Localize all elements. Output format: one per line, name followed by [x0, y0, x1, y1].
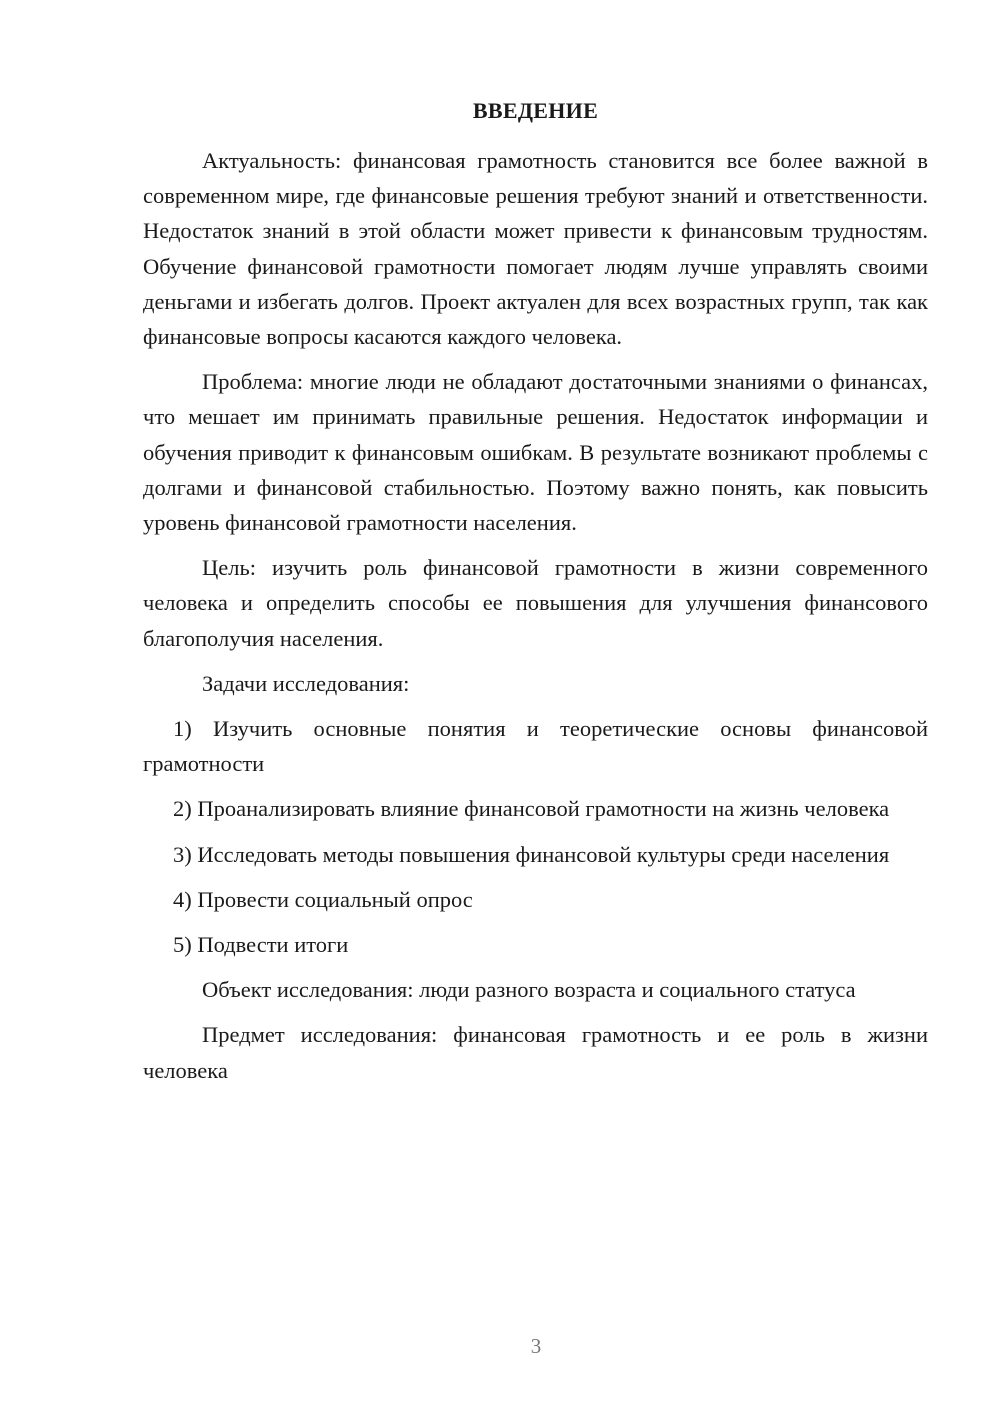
document-body — [143, 143, 928, 1088]
relevance-paragraph: Актуальность: финансовая грамотность становится все более важной в современном мире, где финансовые решения требуют знаний и ответственности. Недостаток знаний в этой области может привести к финансовым трудностям. Обучение финансовой грамотности помогает людям лучше управлять своими деньгами и избегать долгов. Проект актуален для всех возрастных групп, так как финансовые вопросы касаются каждого человека. — [143, 148, 928, 350]
task-item-5: 5) Подвести итоги — [173, 932, 349, 958]
tasks-heading: Задачи исследования: — [202, 670, 410, 696]
task-item-3: 3) Исследовать методы повышения финансовой культуры среди населения — [173, 841, 890, 867]
task-item-4: 4) Провести социальный опрос — [173, 886, 473, 912]
task-item-1: 1) Изучить основные понятия и теоретические основы финансовой грамотности — [143, 716, 928, 777]
subject-paragraph: Предмет исследования: финансовая грамотность и ее роль в жизни человека — [143, 1022, 928, 1083]
section-heading: ВВЕДЕНИЕ — [472, 98, 599, 123]
page-number: 3 — [530, 1334, 542, 1358]
object-paragraph: Объект исследования: люди разного возраста и социального статуса — [202, 977, 856, 1003]
goal-paragraph: Цель: изучить роль финансовой грамотности в жизни современного человека и определить способы ее повышения для улучшения финансового благополучия населения. — [143, 555, 928, 651]
task-item-2: 2) Проанализировать влияние финансовой грамотности на жизнь человека — [173, 796, 890, 822]
problem-paragraph: Проблема: многие люди не обладают достаточными знаниями о финансах, что мешает им принимать правильные решения. Недостаток информации и обучения приводит к финансовым ошибкам. В результате возникают проблемы с долгами и финансовой стабильностью. Поэтому важно понять, как повысить уровень финансовой грамотности населения. — [143, 369, 928, 536]
